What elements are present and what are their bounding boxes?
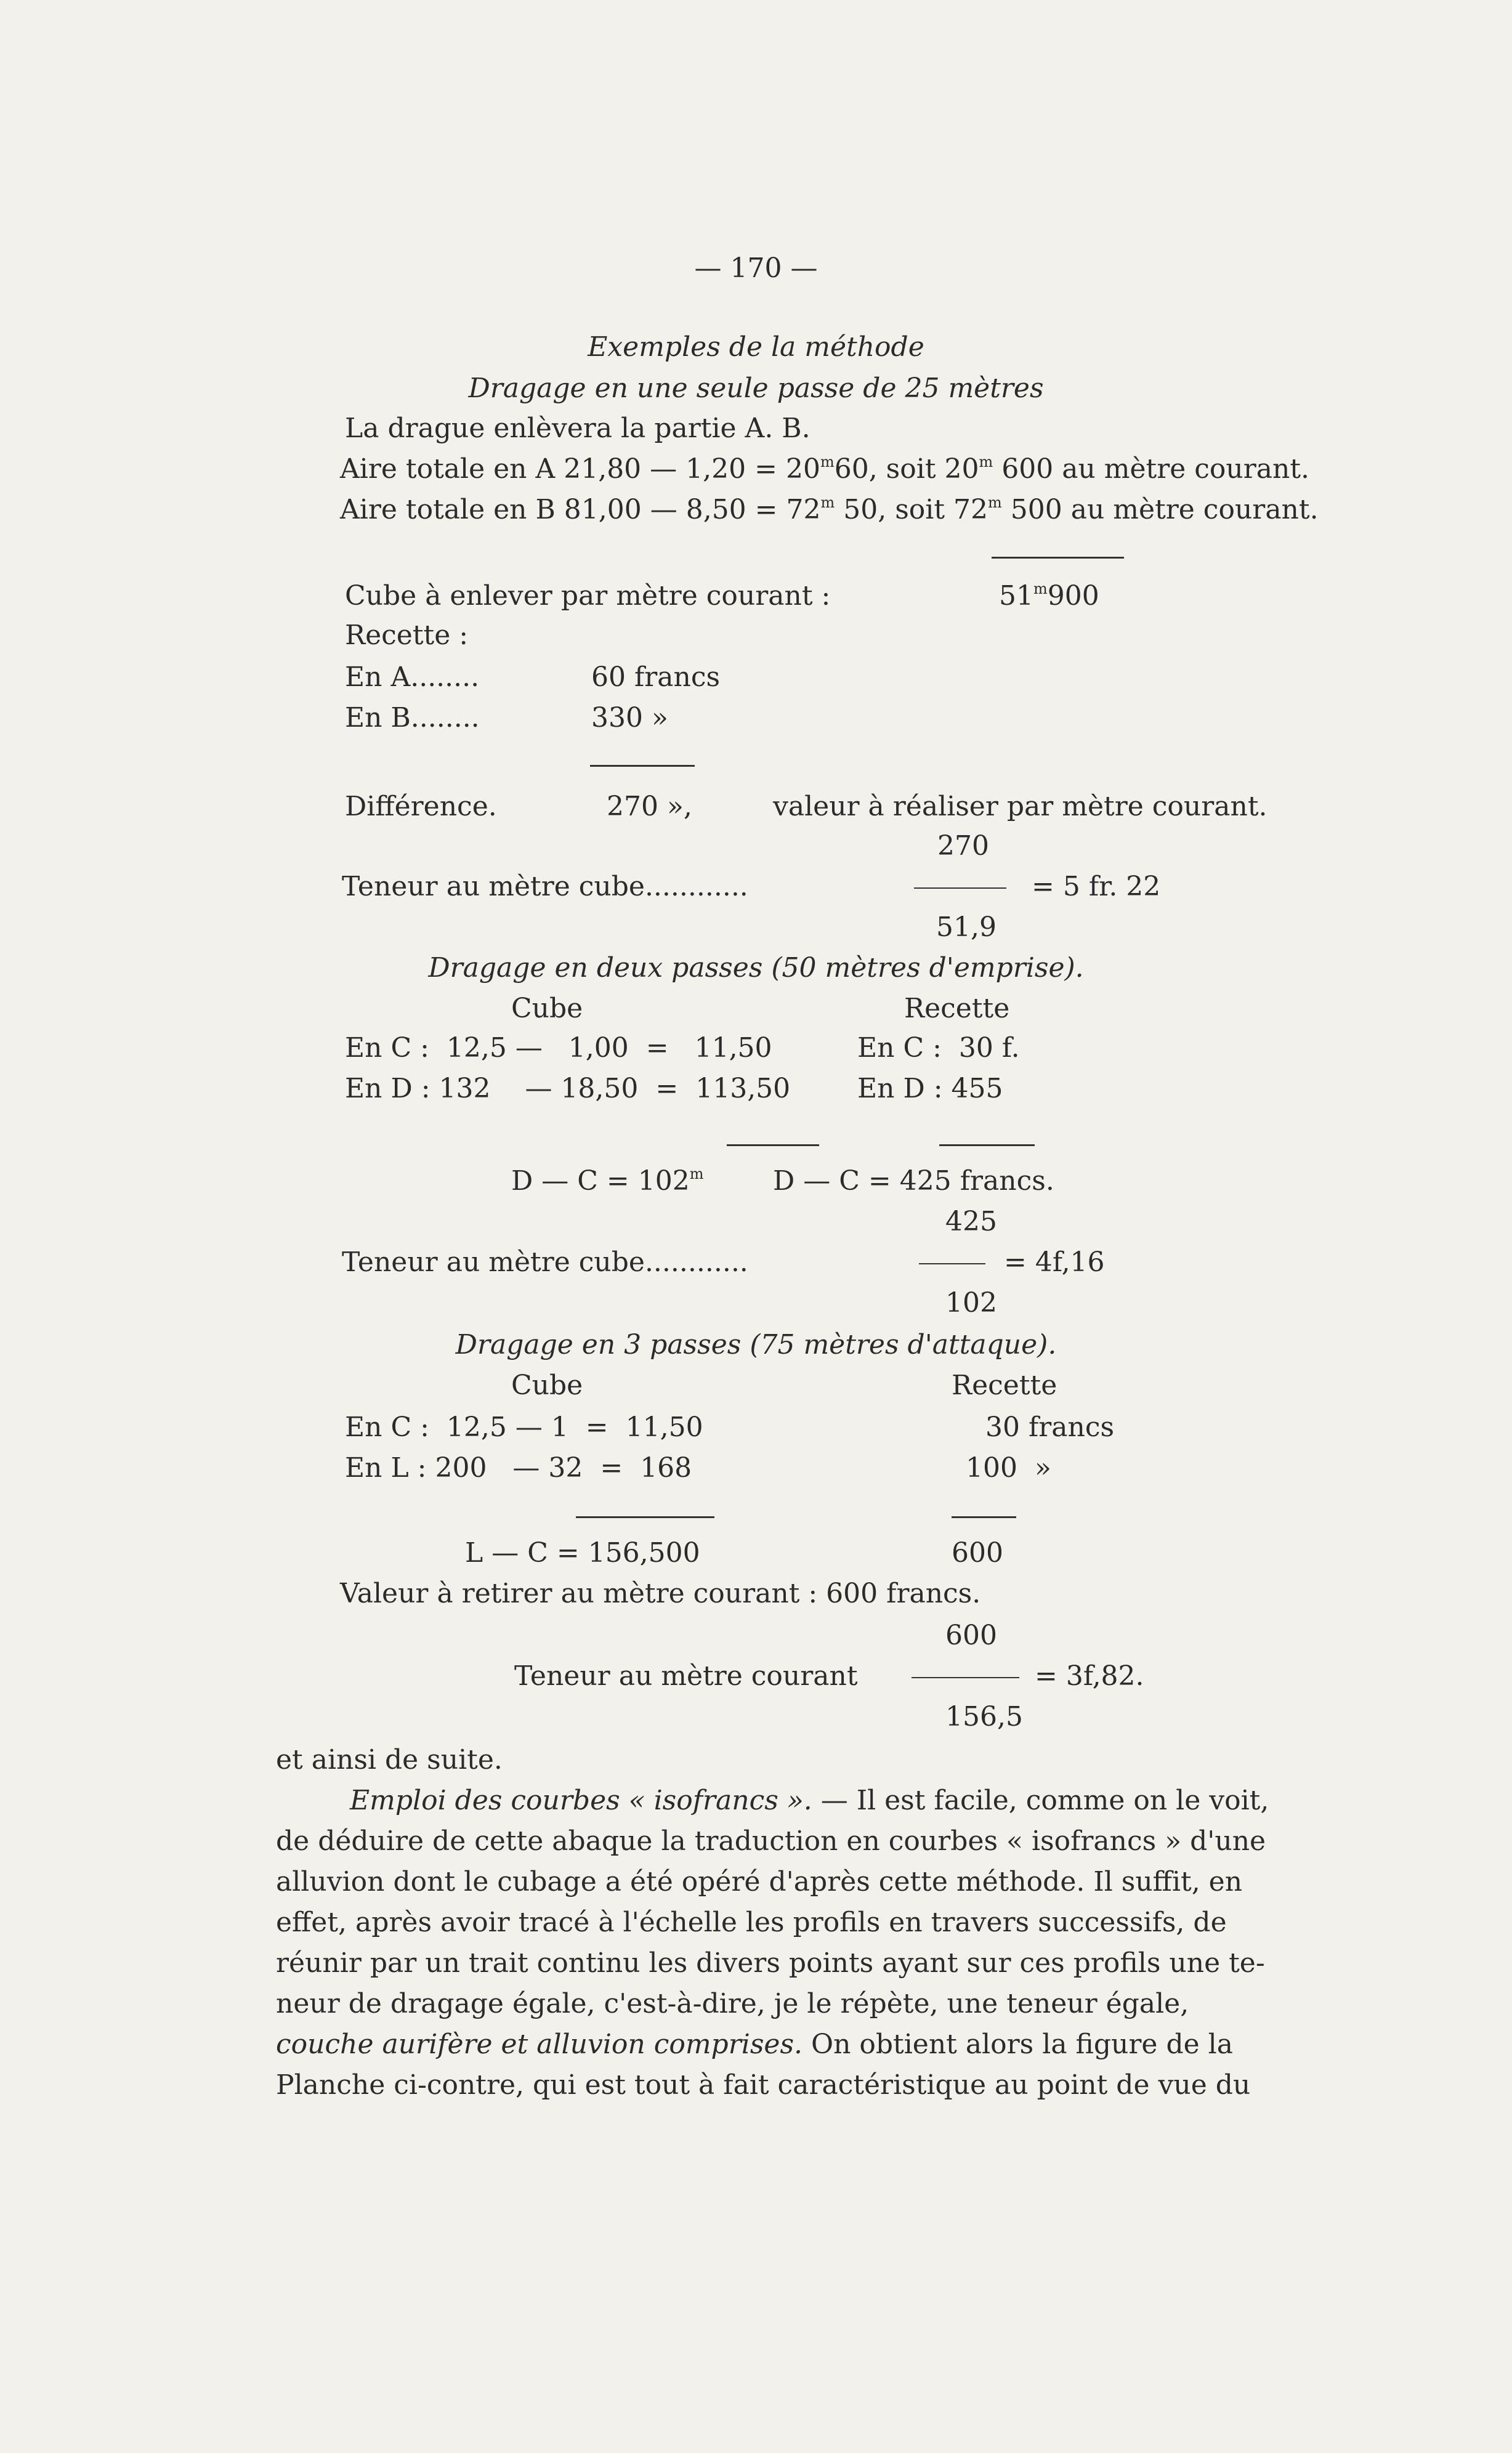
aire-b-line: Aire totale en B 81,00 — $8,50 = 72^m$ 50, soit 72$^m$ 500 au mètre courant. [340, 494, 1319, 525]
en-a-value: 60 francs [591, 661, 721, 693]
two-pass-cube-rule [727, 1144, 819, 1146]
paragraph-line-2: de déduire de cette abaque la traduction en courbes « isofrancs » d'une [276, 1825, 1266, 1857]
teneur3-numerator: 600 [945, 1620, 997, 1651]
difference-value: 270 », [607, 791, 692, 822]
three-pass-row-c-recette: 30 francs [985, 1412, 1115, 1443]
paragraph-line-5: réunir par un trait continu les divers points ayant sur ces profils une te- [276, 1947, 1265, 1979]
two-pass-row-c-recette: En C : 30 f. [857, 1032, 1020, 1064]
three-pass-valeur: Valeur à retirer au mètre courant : 600 francs. [340, 1578, 981, 1609]
paragraph-lead: Emploi des courbes « isofrancs ». [350, 1785, 812, 1816]
cube-label: Cube à enlever par mètre courant : [345, 580, 831, 612]
teneur2-fraction-bar [919, 1263, 985, 1264]
section-title: Exemples de la méthode [588, 331, 924, 363]
three-pass-recette-rule [952, 1516, 1016, 1518]
teneur3-denominator: 156,5 [945, 1701, 1023, 1732]
two-pass-diff-recette: D — C = 425 francs. [773, 1165, 1054, 1197]
difference-rule [590, 765, 695, 767]
teneur3-fraction-bar [912, 1677, 1019, 1678]
en-b-label: En B........ [345, 702, 480, 733]
difference-text: valeur à réaliser par mètre courant. [773, 791, 1267, 822]
teneur1-numerator: 270 [937, 830, 989, 862]
two-pass-diff-cube: D — $C = 102^m$ [511, 1165, 704, 1197]
one-pass-intro: La drague enlèvera la partie A. B. [345, 413, 811, 444]
paragraph-line-8: Planche ci-contre, qui est tout à fait caractéristique au point de vue du [276, 2069, 1251, 2101]
section-subtitle: Dragage en une seule passe de 25 mètres [468, 373, 1044, 404]
paragraph-line-7: couche aurifère et alluvion comprises. On obtient alors la figure de la [276, 2029, 1233, 2060]
three-pass-title: Dragage en 3 passes (75 mètres d'attaque). [455, 1329, 1057, 1360]
page-number: — 170 — [694, 253, 818, 284]
three-pass-diff-cube: L — C = 156,500 [465, 1537, 700, 1569]
closing-line: et ainsi de suite. [276, 1744, 503, 1776]
two-pass-title: Dragage en deux passes (50 mètres d'emprise). [428, 952, 1084, 984]
paragraph-line-3: alluvion dont le cubage a été opéré d'après cette méthode. Il suffit, en [276, 1866, 1243, 1897]
teneur1-fraction-bar [914, 887, 1006, 889]
recette-label: Recette : [345, 620, 469, 651]
three-pass-cube-rule [576, 1516, 714, 1518]
paragraph-line-6: neur de dragage égale, c'est-à-dire, je le répète, une teneur égale, [276, 1988, 1189, 2019]
paragraph-line-4: effet, après avoir tracé à l'échelle les profils en travers successifs, de [276, 1907, 1227, 1938]
three-pass-row-c: En C : 12,5 — 1 = 11,50 [345, 1412, 703, 1443]
three-pass-col-cube: Cube [511, 1370, 583, 1401]
teneur3-result: = 3f,82. [1035, 1660, 1144, 1692]
en-a-label: En A........ [345, 661, 480, 693]
three-pass-diff-recette: 600 [952, 1537, 1003, 1569]
sum-rule [992, 557, 1124, 559]
teneur1-denominator: 51,9 [936, 911, 997, 943]
three-pass-row-l-recette: 100 » [966, 1452, 1051, 1484]
two-pass-row-c: En C : 12,5 — 1,00 = 11,50 [345, 1032, 772, 1064]
aire-a-line: Aire totale en A 21,80 — $1,20 = 20^m60$, soit 20$^m$ 600 au mètre courant. [340, 453, 1310, 485]
two-pass-col-recette: Recette [904, 993, 1010, 1024]
cube-value: 51$^m$900 [999, 580, 1099, 612]
two-pass-recette-rule [939, 1144, 1035, 1146]
teneur1-result: = 5 fr. 22 [1032, 871, 1161, 902]
teneur2-numerator: 425 [945, 1206, 997, 1237]
three-pass-col-recette: Recette [952, 1370, 1057, 1401]
difference-label: Différence. [345, 791, 497, 822]
two-pass-col-cube: Cube [511, 993, 583, 1024]
teneur2-denominator: 102 [945, 1287, 997, 1319]
paragraph-line-1: Emploi des courbes « isofrancs ». — Il est facile, comme on le voit, [350, 1785, 1269, 1816]
teneur1-label: Teneur au mètre cube............ [342, 871, 748, 902]
two-pass-row-d: En D : 132 — 18,50 = 113,50 [345, 1073, 791, 1104]
two-pass-row-d-recette: En D : 455 [857, 1073, 1003, 1104]
en-b-value: 330 » [591, 702, 668, 733]
teneur2-result: = 4f,16 [1004, 1247, 1105, 1278]
teneur3-label: Teneur au mètre courant [514, 1660, 858, 1692]
three-pass-row-l: En L : 200 — 32 = 168 [345, 1452, 692, 1484]
teneur2-label: Teneur au mètre cube............ [342, 1247, 748, 1278]
